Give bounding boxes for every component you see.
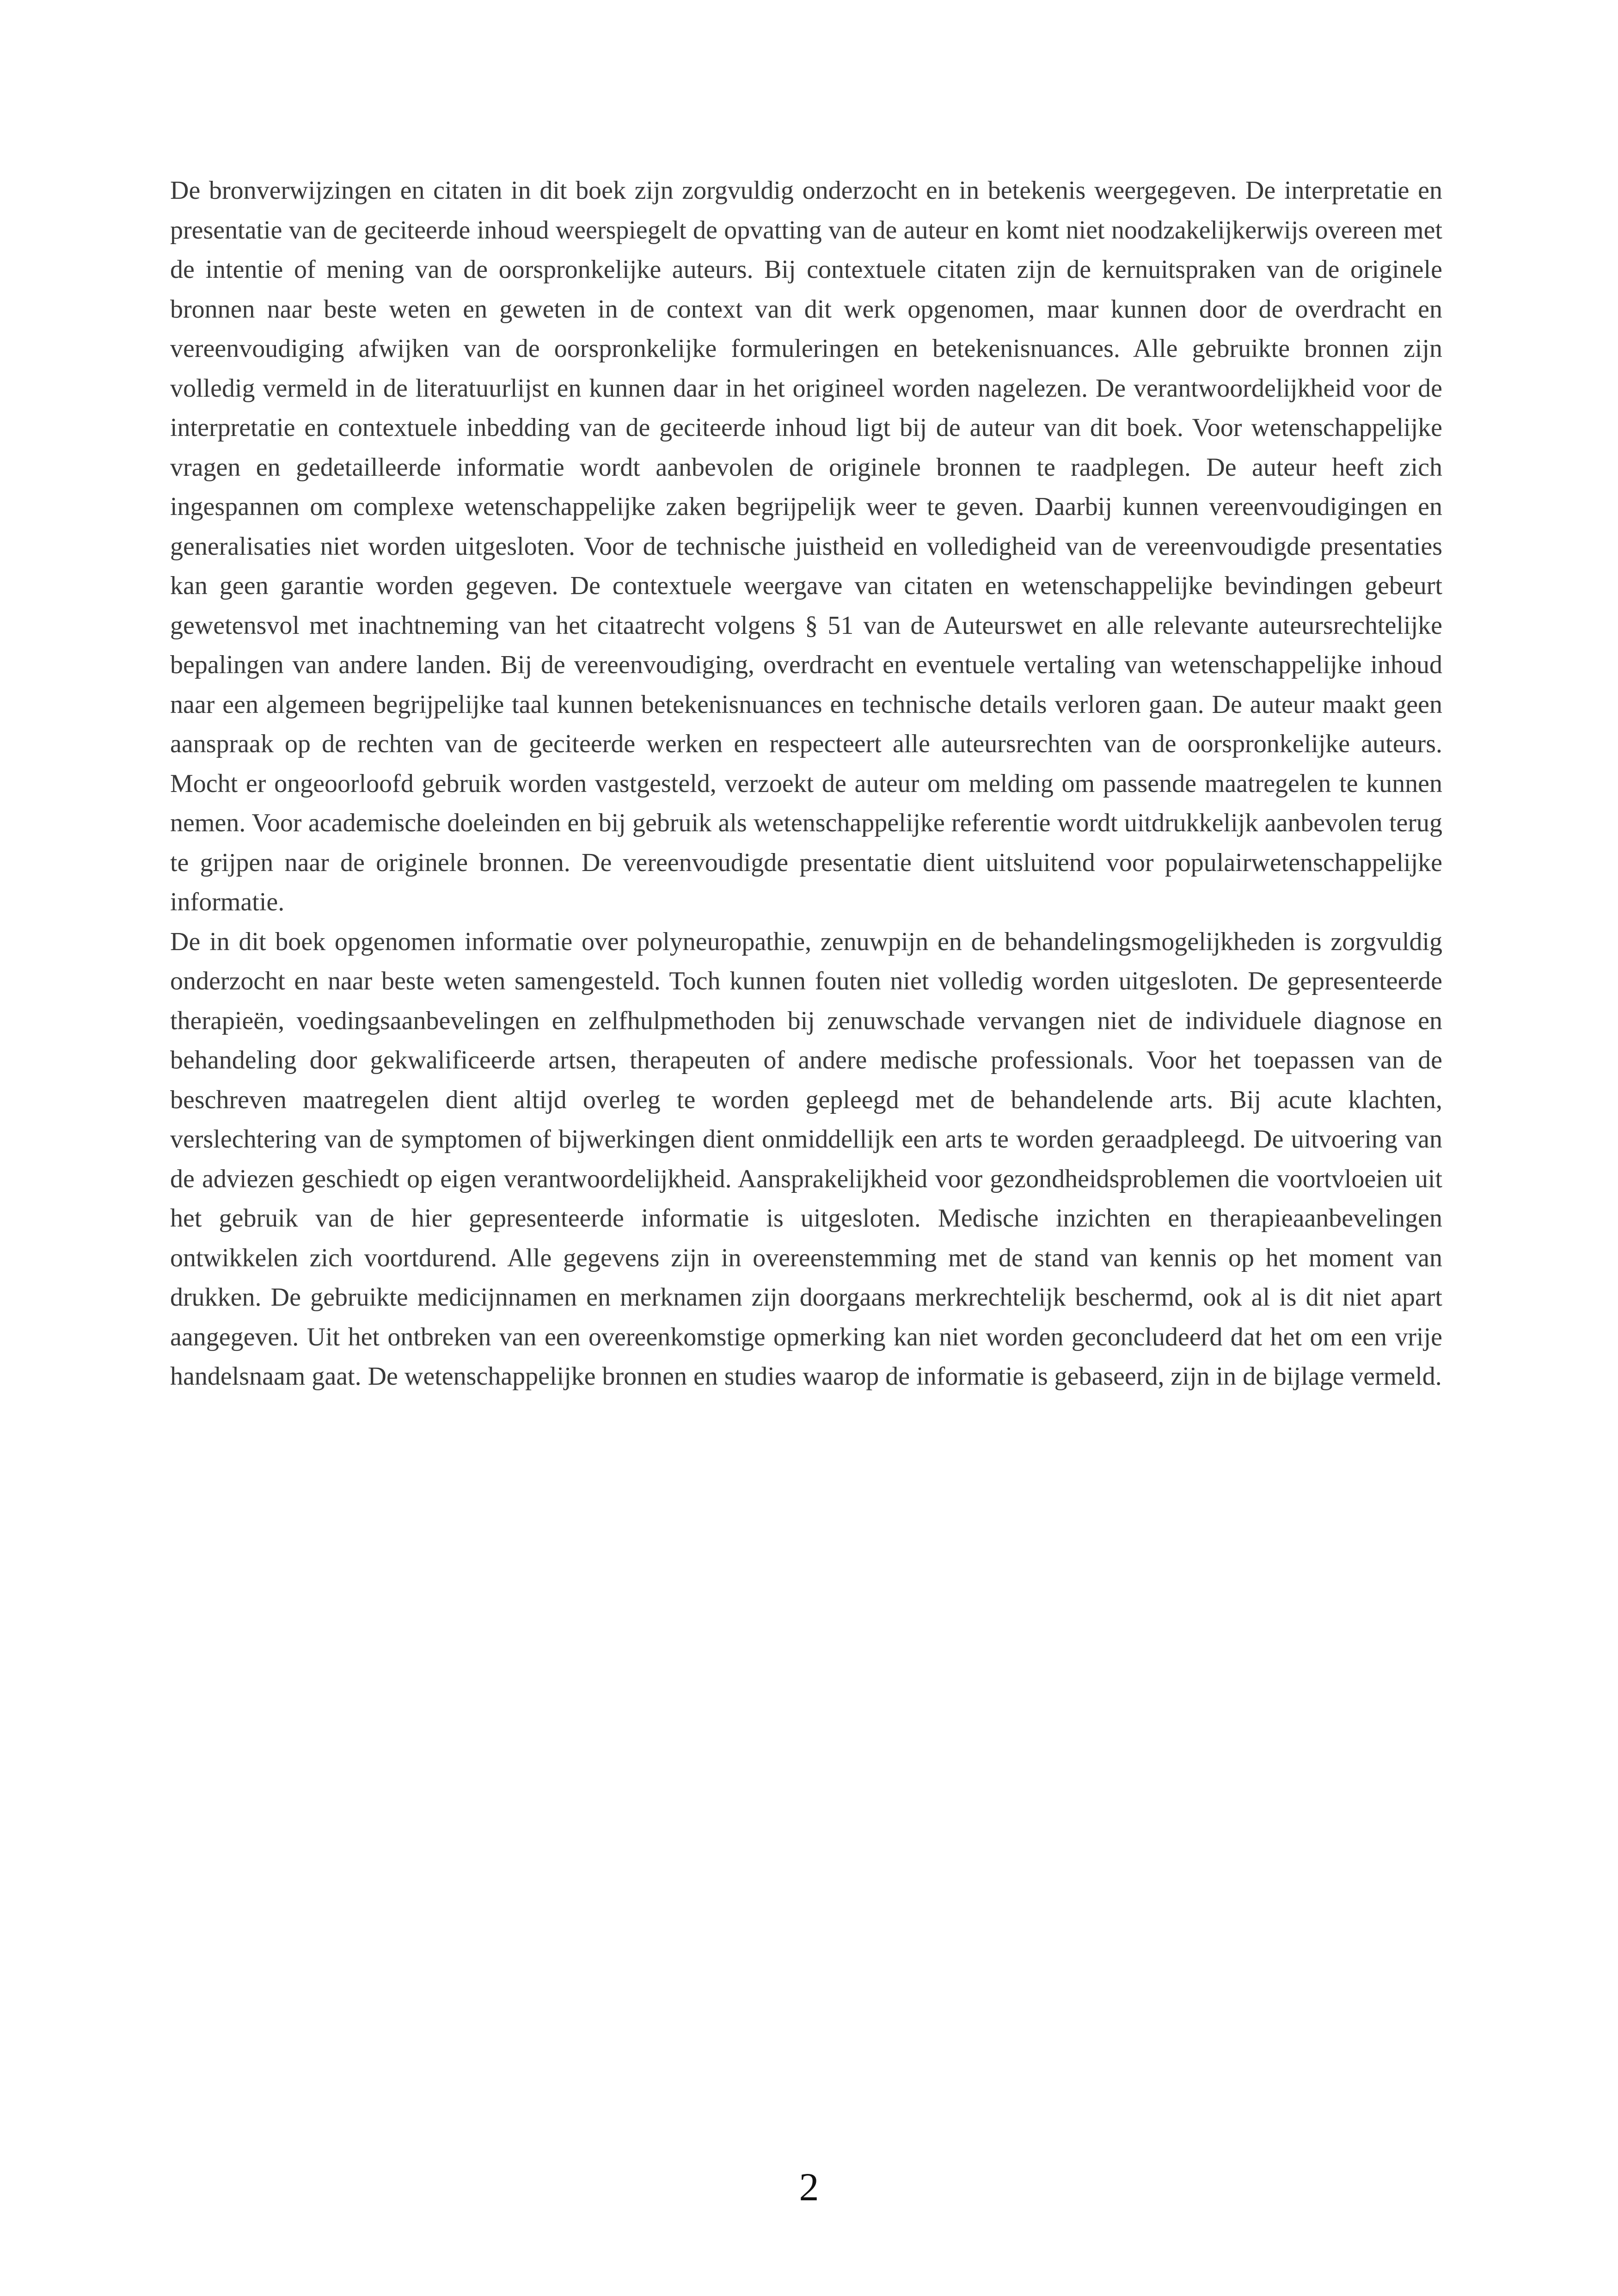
paragraph-medical-disclaimer: De in dit boek opgenomen informatie over polyneuropathie, zenuwpijn en de behandelingsmogelijkheden is zorgvuldig onderzocht en naar beste weten samengesteld. Toch kunnen fouten niet volledig worden uitgesloten. De gepresenteerde therapieën, voedingsaanbevelingen en zelfhulpmethoden bij zenuwschade vervangen niet de individuele diagnose en behandeling door gekwalificeerde artsen, therapeuten of andere medische professionals. Voor het toepassen van de beschreven maatregelen dient altijd overleg te worden gepleegd met de behandelende arts. Bij acute klachten, verslechtering van de symptomen of bijwerkingen dient onmiddellijk een arts te worden geraadpleegd. De uitvoering van de adviezen geschiedt op eigen verantwoordelijkheid. Aansprakelijkheid voor gezondheidsproblemen die voortvloeien uit het gebruik van de hier gepresenteerde informatie is uitgesloten. Medische inzichten en therapieaanbevelingen ontwikkelen zich voortdurend. Alle gegevens zijn in overeenstemming met de stand van kennis op het moment van drukken. De gebruikte medicijnnamen en merknamen zijn doorgaans merkrechtelijk beschermd, ook al is dit niet apart aangegeven. Uit het ontbreken van een overeenkomstige opmerking kan niet worden geconcludeerd dat het om een vrije handelsnaam gaat. De wetenschappelijke bronnen en studies waarop de informatie is gebaseerd, zijn in de bijlage vermeld. [170,927,1442,1391]
page-number: 2 [799,2165,819,2209]
body-text [170,171,1442,1397]
paragraph-source-citations: De bronverwijzingen en citaten in dit boek zijn zorgvuldig onderzocht en in betekenis weergegeven. De interpretatie en presentatie van de geciteerde inhoud weerspiegelt de opvatting van de auteur en komt niet noodzakelijkerwijs overeen met de intentie of mening van de oorspronkelijke auteurs. Bij contextuele citaten zijn de kernuitspraken van de originele bronnen naar beste weten en geweten in de context van dit werk opgenomen, maar kunnen door de overdracht en vereenvoudiging afwijken van de oorspronkelijke formuleringen en betekenisnuances. Alle gebruikte bronnen zijn volledig vermeld in de literatuurlijst en kunnen daar in het origineel worden nagelezen. De verantwoordelijkheid voor de interpretatie en contextuele inbedding van de geciteerde inhoud ligt bij de auteur van dit boek. Voor wetenschappelijke vragen en gedetailleerde informatie wordt aanbevolen de originele bronnen te raadplegen. De auteur heeft zich ingespannen om complexe wetenschappelijke zaken begrijpelijk weer te geven. Daarbij kunnen vereenvoudigingen en generalisaties niet worden uitgesloten. Voor de technische juistheid en volledigheid van de vereenvoudigde presentaties kan geen garantie worden gegeven. De contextuele weergave van citaten en wetenschappelijke bevindingen gebeurt gewetensvol met inachtneming van het citaatrecht volgens § 51 van de Auteurswet en alle relevante auteursrechtelijke bepalingen van andere landen. Bij de vereenvoudiging, overdracht en eventuele vertaling van wetenschappelijke inhoud naar een algemeen begrijpelijke taal kunnen betekenisnuances en technische details verloren gaan. De auteur maakt geen aanspraak op de rechten van de geciteerde werken en respecteert alle auteursrechten van de oorspronkelijke auteurs. Mocht er ongeoorloofd gebruik worden vastgesteld, verzoekt de auteur om melding om passende maatregelen te kunnen nemen. Voor academische doeleinden en bij gebruik als wetenschappelijke referentie wordt uitdrukkelijk aanbevolen terug te grijpen naar de originele bronnen. De vereenvoudigde presentatie dient uitsluitend voor populairwetenschappelijke informatie. [170,176,1442,916]
